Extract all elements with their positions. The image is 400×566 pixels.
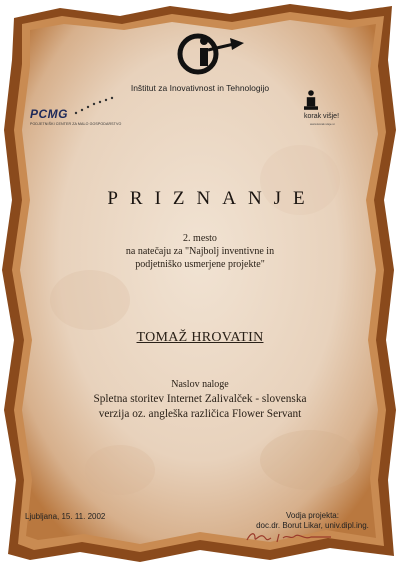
pcmg-dots-icon (72, 95, 116, 117)
pcmg-logo-text: PCMG (30, 107, 68, 121)
signature (245, 528, 335, 546)
place-and-date: Ljubljana, 15. 11. 2002 (25, 512, 106, 521)
institute-name: Inštitut za Inovativnost in Tehnologijo (130, 83, 270, 93)
korak-visje-logo (292, 88, 364, 138)
korak-visje-subtitle: www.korak-visje.si (310, 122, 335, 126)
project-leader-name: doc.dr. Borut Likar, univ.dipl.ing. (256, 521, 369, 530)
pcmg-logo-subtitle: PODJETNIŠKI CENTER ZA MALO GOSPODARSTVO (30, 122, 122, 126)
recipient-name: TOMAŽ HROVATIN (136, 330, 264, 345)
pcmg-logo (30, 95, 125, 135)
contest-line-1: na natečaju za "Najbolj inventivne in (125, 246, 275, 257)
contest-line-2: podjetniško usmerjene projekte" (135, 259, 265, 270)
project-leader-label: Vodja projekta: (286, 511, 339, 520)
task-title-line-1: Spletna storitev Internet Zalivalček - slovenska (93, 393, 307, 405)
task-title-line-2: verzija oz. angleška različica Flower Servant (98, 408, 302, 420)
iit-logo-icon (168, 28, 246, 80)
certificate-title: PRIZNANJE (107, 188, 317, 209)
placement: 2. mesto (183, 233, 217, 244)
task-heading: Naslov naloge (171, 379, 229, 390)
korak-visje-text: korak višje! (304, 113, 340, 120)
person-step-icon (304, 88, 318, 112)
